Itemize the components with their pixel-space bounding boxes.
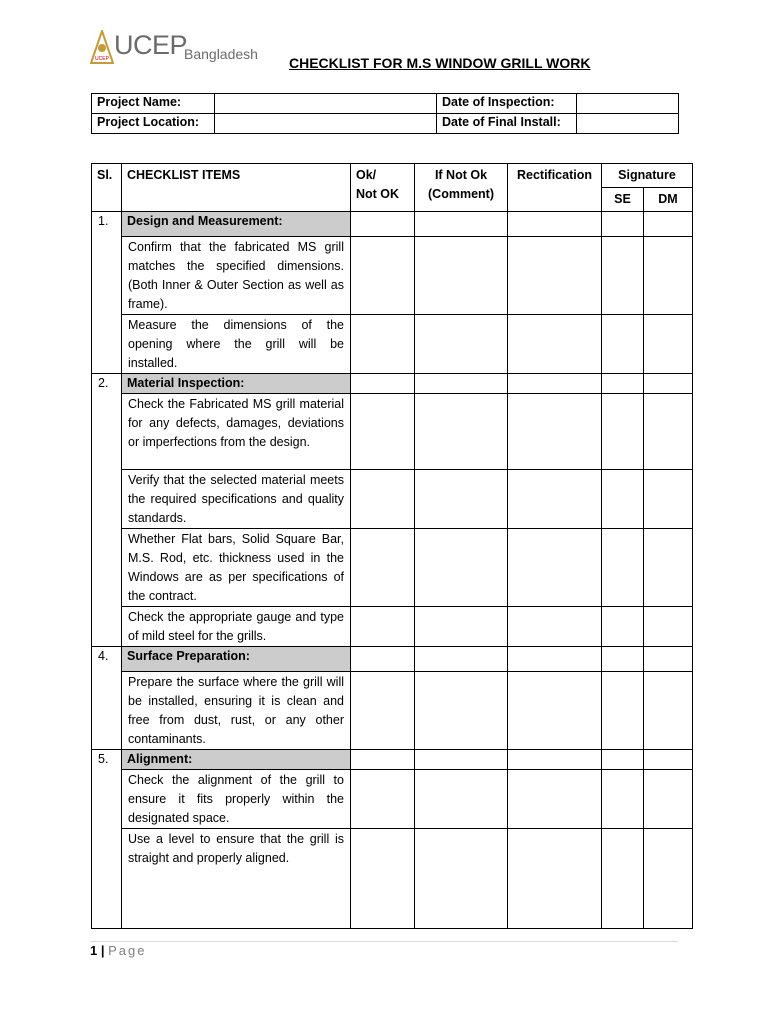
table-row [92,237,693,315]
dm-signature-cell[interactable] [644,212,693,237]
ok-cell[interactable] [351,394,415,470]
comment-cell[interactable] [415,770,508,829]
se-signature-cell[interactable] [602,470,644,529]
section-number: 2. [92,374,122,647]
comment-cell[interactable] [415,529,508,607]
logo-country-text: Bangladesh [184,46,258,62]
col-header-items: CHECKLIST ITEMS [122,164,351,212]
se-signature-cell[interactable] [602,672,644,750]
checklist-item: Confirm that the fabricated MS grill matches the specified dimensions. (Both Inner & Outer Section as well as frame). [122,237,351,315]
section-number: 4. [92,647,122,750]
section-title: Material Inspection: [122,374,351,394]
se-signature-cell[interactable] [602,237,644,315]
table-row [92,770,693,829]
ok-cell[interactable] [351,647,415,672]
table-row [92,607,693,647]
section-row [92,750,693,770]
checklist-item: Use a level to ensure that the grill is straight and properly aligned. [122,829,351,929]
comment-cell[interactable] [415,672,508,750]
se-signature-cell[interactable] [602,829,644,929]
section-row [92,212,693,237]
se-signature-cell[interactable] [602,607,644,647]
logo-brand-text: UCEP [114,30,188,60]
rectification-cell[interactable] [508,829,602,929]
col-header-ok-line1: Ok/ [356,168,377,182]
comment-cell[interactable] [415,470,508,529]
ok-cell[interactable] [351,237,415,315]
comment-cell[interactable] [415,607,508,647]
date-final-install-field[interactable] [577,114,679,134]
dm-signature-cell[interactable] [644,750,693,770]
rectification-cell[interactable] [508,237,602,315]
date-inspection-label: Date of Inspection: [437,94,577,114]
se-signature-cell[interactable] [602,647,644,672]
rectification-cell[interactable] [508,672,602,750]
rectification-cell[interactable] [508,529,602,607]
section-title: Surface Preparation: [122,647,351,672]
se-signature-cell[interactable] [602,315,644,374]
rectification-cell[interactable] [508,607,602,647]
col-header-dm: DM [644,188,693,212]
col-header-ok [351,164,415,212]
dm-signature-cell[interactable] [644,237,693,315]
table-row [92,315,693,374]
se-signature-cell[interactable] [602,529,644,607]
section-title: Alignment: [122,750,351,770]
checklist-item: Verify that the selected material meets the required specifications and quality standards. [122,470,351,529]
checklist-item: Whether Flat bars, Solid Square Bar, M.S. Rod, etc. thickness used in the Windows are as per specifications of the contract. [122,529,351,607]
se-signature-cell[interactable] [602,374,644,394]
section-number: 5. [92,750,122,929]
col-header-signature: Signature [602,164,693,188]
dm-signature-cell[interactable] [644,829,693,929]
dm-signature-cell[interactable] [644,470,693,529]
checklist-item: Check the appropriate gauge and type of mild steel for the grills. [122,607,351,647]
col-header-comment [415,164,508,212]
se-signature-cell[interactable] [602,750,644,770]
ok-cell[interactable] [351,470,415,529]
comment-cell[interactable] [415,212,508,237]
project-name-field[interactable] [215,94,437,114]
header-row [92,164,693,188]
col-header-se: SE [602,188,644,212]
date-inspection-field[interactable] [577,94,679,114]
footer-separator: | [100,943,105,958]
rectification-cell[interactable] [508,770,602,829]
table-row [92,470,693,529]
comment-cell[interactable] [415,829,508,929]
info-row [92,114,679,134]
dm-signature-cell[interactable] [644,394,693,470]
footer-divider [90,941,678,942]
ok-cell[interactable] [351,212,415,237]
table-row [92,529,693,607]
info-row [92,94,679,114]
ok-cell[interactable] [351,315,415,374]
ok-cell[interactable] [351,750,415,770]
table-row [92,672,693,750]
date-final-install-label: Date of Final Install: [437,114,577,134]
dm-signature-cell[interactable] [644,374,693,394]
section-row [92,647,693,672]
ok-cell[interactable] [351,672,415,750]
dm-signature-cell[interactable] [644,529,693,607]
se-signature-cell[interactable] [602,394,644,470]
ok-cell[interactable] [351,607,415,647]
dm-signature-cell[interactable] [644,770,693,829]
page-footer [90,943,147,958]
page-label: Page [108,943,147,958]
ok-cell[interactable] [351,770,415,829]
checklist-item: Prepare the surface where the grill will be installed, ensuring it is clean and free from dust, rust, or any other contaminants. [122,672,351,750]
table-row [92,829,693,929]
checklist-table [91,163,693,929]
rectification-cell[interactable] [508,647,602,672]
project-location-field[interactable] [215,114,437,134]
page-title: CHECKLIST FOR M.S WINDOW GRILL WORK [289,55,591,71]
col-header-ok-line2: Not OK [356,187,400,201]
project-info-table [91,93,679,134]
table-row [92,394,693,470]
ok-cell[interactable] [351,529,415,607]
comment-cell[interactable] [415,315,508,374]
rectification-cell[interactable] [508,394,602,470]
rectification-cell[interactable] [508,315,602,374]
svg-text:UCEP: UCEP [95,56,109,62]
comment-cell[interactable] [415,374,508,394]
checklist-item: Measure the dimensions of the opening where the grill will be installed. [122,315,351,374]
dm-signature-cell[interactable] [644,672,693,750]
col-header-comment-line2: (Comment) [428,187,494,201]
section-row [92,374,693,394]
se-signature-cell[interactable] [602,212,644,237]
dm-signature-cell[interactable] [644,315,693,374]
se-signature-cell[interactable] [602,770,644,829]
dm-signature-cell[interactable] [644,647,693,672]
rectification-cell[interactable] [508,470,602,529]
rectification-cell[interactable] [508,212,602,237]
dm-signature-cell[interactable] [644,607,693,647]
comment-cell[interactable] [415,750,508,770]
page-number: 1 [90,943,98,958]
checklist-item: Check the Fabricated MS grill material for any defects, damages, deviations or imperfections from the design. [122,394,351,470]
ok-cell[interactable] [351,374,415,394]
col-header-sl: Sl. [92,164,122,212]
section-number: 1. [92,212,122,374]
col-header-rectification: Rectification [508,164,602,212]
ucep-emblem-icon [90,30,114,64]
rectification-cell[interactable] [508,750,602,770]
ok-cell[interactable] [351,829,415,929]
section-title: Design and Measurement: [122,212,351,237]
project-location-label: Project Location: [92,114,215,134]
comment-cell[interactable] [415,237,508,315]
checklist-item: Check the alignment of the grill to ensure it fits properly within the designated space. [122,770,351,829]
comment-cell[interactable] [415,647,508,672]
project-name-label: Project Name: [92,94,215,114]
col-header-comment-line1: If Not Ok [434,168,488,182]
ucep-logo [90,30,270,70]
comment-cell[interactable] [415,394,508,470]
rectification-cell[interactable] [508,374,602,394]
